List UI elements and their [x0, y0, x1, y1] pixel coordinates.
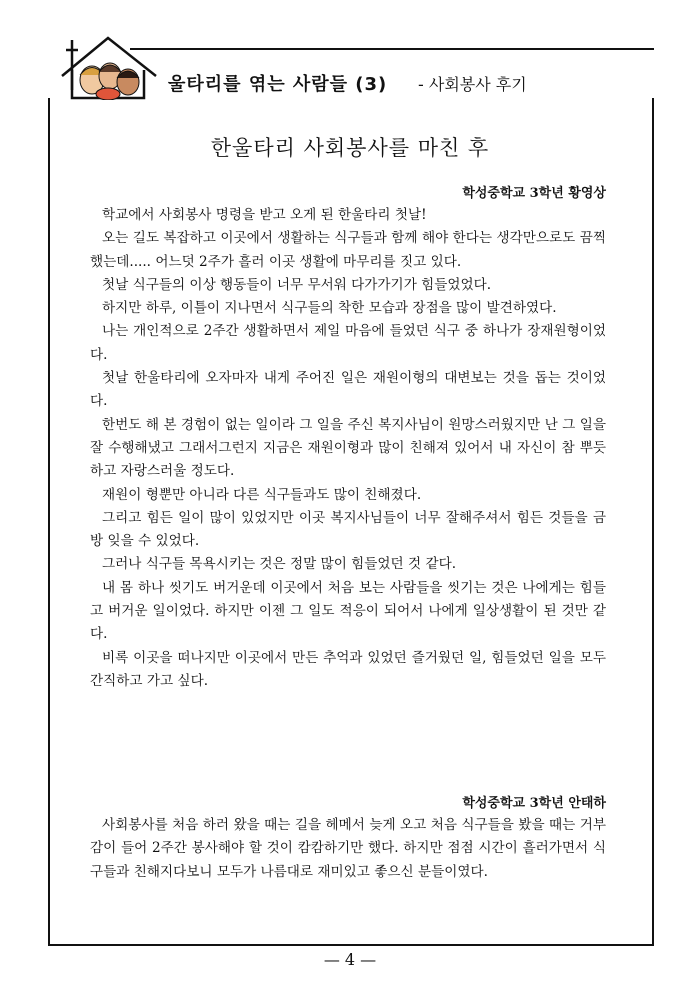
paragraph: 오는 길도 복잡하고 이곳에서 생활하는 식구들과 함께 해야 한다는 생각만으로도 끔찍했는데..... 어느덧 2주가 흘러 이곳 생활에 마무리를 짓고 있다.: [90, 230, 606, 270]
paragraph: 그리고 힘든 일이 많이 있었지만 이곳 복지사님들이 너무 잘해주셔서 힘든 것들을 금방 잊을 수 있었다.: [90, 509, 606, 550]
author-byline: 학성중학교 3학년 안태하: [462, 796, 606, 811]
paragraph: 첫날 한울타리에 오자마자 내게 주어진 일은 재원이형의 대변보는 것을 돕는 것이었다.: [90, 370, 606, 410]
paragraph: 학교에서 사회봉사 명령을 받고 오게 된 한울타리 첫날!: [102, 207, 427, 223]
author-byline: 학성중학교 3학년 황영상: [462, 186, 606, 201]
header-title: 울타리를 엮는 사람들 (3): [168, 74, 388, 95]
paragraph: 사회봉사를 처음 하러 왔을 때는 길을 헤메서 늦게 오고 처음 식구들을 봤을 때는 거부감이 들어 2주간 봉사해야 할 것이 캄캄하기만 했다. 하지만 점점 시간이 흘러가면서 식구들과 친해지다보니 모두가 나름대로 재미있고 좋으신 분들이였다.: [90, 817, 606, 880]
header-subtitle: - 사회봉사 후기: [418, 75, 527, 94]
article-body: [90, 814, 606, 884]
paragraph: 나는 개인적으로 2주간 생활하면서 제일 마음에 들었던 식구 중 하나가 장재원형이었다.: [90, 323, 606, 363]
paragraph: 비록 이곳을 떠나지만 이곳에서 만든 추억과 있었던 즐거웠던 일, 힘들었던 일을 모두 간직하고 가고 싶다.: [90, 649, 606, 689]
paragraph: 한번도 해 본 경험이 없는 일이라 그 일을 주신 복지사님이 원망스러웠지만 난 그 일을 잘 수행해냈고 그래서그런지 지금은 재원이형과 많이 친해져 있어서 내 자신이 참 뿌듯하고 자랑스러울 정도다.: [90, 416, 606, 480]
page-number: — 4 —: [323, 950, 377, 969]
paragraph: 하지만 하루, 이틀이 지나면서 식구들의 착한 모습과 장점을 많이 발견하였다.: [102, 300, 557, 317]
paragraph: 재원이 형뿐만 아니라 다른 식구들과도 많이 친해졌다.: [102, 486, 422, 503]
paragraph: 그러나 식구들 목욕시키는 것은 정말 많이 힘들었던 것 같다.: [102, 556, 457, 573]
house-logo-icon: [58, 30, 158, 100]
article-title: 한울타리 사회봉사를 마친 후: [210, 136, 490, 160]
header-rule: [130, 48, 654, 50]
paragraph: 내 몸 하나 씻기도 버거운데 이곳에서 처음 보는 사람들을 씻기는 것은 나에게는 힘들고 버거운 일이었다. 하지만 이젠 그 일도 적응이 되어서 나에게 일상생활이 된 것만 같다.: [90, 579, 606, 643]
paragraph: 첫날 식구들의 이상 행동들이 너무 무서워 다가가기가 힘들었었다.: [102, 276, 492, 293]
article-body: [90, 204, 606, 693]
